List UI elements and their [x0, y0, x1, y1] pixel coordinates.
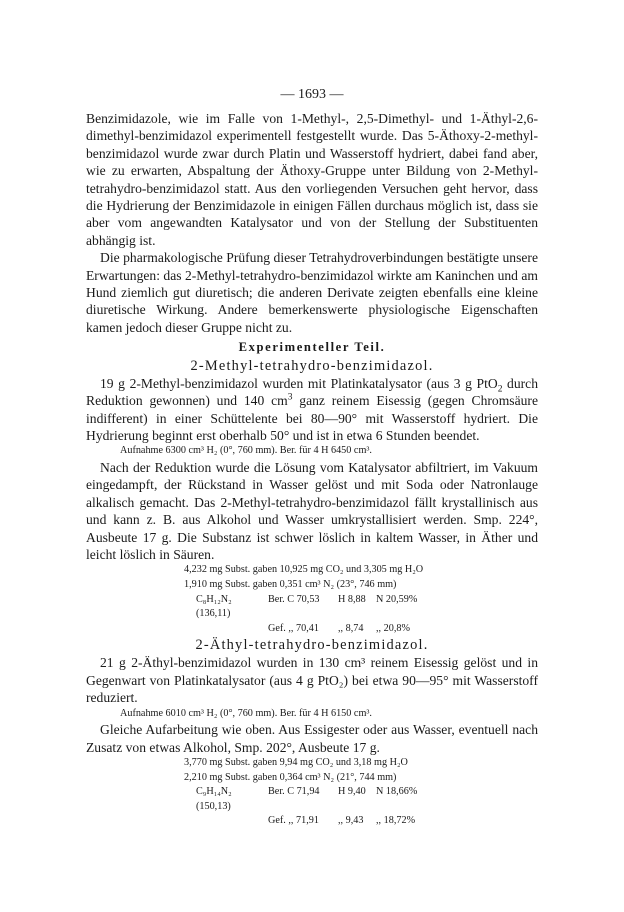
ber-c-2: Ber. C 71,94 — [268, 786, 320, 798]
gef-c-1: Gef. ,, 70,41 — [268, 622, 319, 634]
paragraph-3-part-c: ganz reinem Eisessig (gegen Chromsäure indifferent) in einer Schüttelente bei 80—90° mit Wasserstoff hydriert. Die Hydrierung beginnt erst oberhalb 50° und ist in etwa 6 Stunden beendet. — [86, 393, 538, 443]
paragraph-3-part-a: 19 g 2-Methyl-benzimidazol wurden mit Platinkatalysator (aus 3 g PtO — [100, 375, 498, 391]
section-heading: Experimenteller Teil. — [238, 340, 386, 355]
analysis-2-line-1: 3,770 mg Subst. gaben 9,94 mg CO₂ und 3,18 mg H₂O — [184, 756, 408, 768]
formula-row-1 — [184, 593, 538, 622]
page-number: — 1693 — — [280, 87, 344, 102]
paragraph-3 — [86, 375, 538, 445]
paragraph-1: Benzimidazole, wie im Falle von 1-Methyl-, 2,5-Dimethyl- und 1-Äthyl-2,6-dimethyl-benzimidazol experimentell festgestellt wurde. Das 5-Äthoxy-2-methyl-benzimidazol wurde zwar durch Platin und Wasserstoff hydriert, dabei fand aber, wie zu erwarten, Abspaltung der Äthoxy-Gruppe unter Bildung von 2-Methyl-tetrahydro-benzimidazol statt. Aus den vorliegenden Versuchen geht hervor, dass die Hydrierung der Benzimidazole in einigen Fällen durchaus möglich ist, dass sie aber vom angewandten Katalysator und von der Stellung der Substituenten abhängig ist. — [86, 111, 538, 248]
ber-h-1: H 8,88 — [338, 593, 366, 605]
analysis-2-line-2: 2,210 mg Subst. gaben 0,364 cm³ N₂ (21°, 744 mm) — [184, 771, 397, 783]
paragraph-3-part-b: durch Reduktion gewonnen) und 140 cm — [86, 375, 538, 409]
ber-c-1: Ber. C 70,53 — [268, 593, 320, 605]
gef-h-2: ,, 9,43 — [338, 815, 364, 827]
gef-row-1 — [184, 622, 538, 637]
subheading-aethyl: 2-Äthyl-tetrahydro-benzimidazol. — [195, 637, 429, 654]
formula-row-2 — [184, 785, 538, 814]
document-page — [86, 86, 538, 829]
analysis-2 — [86, 756, 538, 829]
ber-n-1: N 20,59% — [376, 593, 418, 605]
ber-n-2: N 18,66% — [376, 786, 418, 798]
subheading-methyl: 2-Methyl-tetrahydro-benzimidazol. — [190, 357, 434, 374]
paragraph-5: 21 g 2-Äthyl-benzimidazol wurden in 130 cm³ reinem Eisessig gelöst und in Gegenwart von Platinkatalysator (aus 4 g PtO₂) bei etwa 90—95° mit Wasserstoff reduziert. — [86, 655, 538, 706]
ber-h-2: H 9,40 — [338, 786, 366, 798]
paragraph-4: Nach der Reduktion wurde die Lösung vom Katalysator abfiltriert, im Vakuum eingedampft, der Rückstand in Wasser gelöst und mit Soda oder Natronlauge alkalisch gemacht. Das 2-Methyl-tetrahydro-benzimidazol fällt krystallinisch aus und kann z. B. aus Alkohol und Wasser umkrystallisiert werden. Smp. 224°, Ausbeute 17 g. Die Substanz ist schwer löslich in kaltem Wasser, in Äther und leicht löslich in Säuren. — [86, 459, 538, 562]
gef-n-1: ,, 20,8% — [376, 622, 410, 634]
paragraph-3-sup: 3 — [287, 392, 293, 403]
paragraph-2: Die pharmakologische Prüfung dieser Tetrahydroverbindungen bestätigte unsere Erwartungen: das 2-Methyl-tetrahydro-benzimidazol wirkte am Kaninchen und am Hund ziemlich gut diuretisch; die anderen Derivate zeigten ebenfalls eine kleine diuretische Wirkung. Andere bemerkenswerte physiologische Eigenschaften kamen jedoch dieser Gruppe nicht zu. — [86, 250, 538, 335]
gef-row-2 — [184, 814, 538, 829]
analysis-1-line-2: 1,910 mg Subst. gaben 0,351 cm³ N₂ (23°, 746 mm) — [184, 578, 397, 590]
formula-1: C₈H₁₂N₂ (136,11) — [196, 593, 232, 620]
analysis-1-line-1: 4,232 mg Subst. gaben 10,925 mg CO₂ und 3,305 mg H₂O — [184, 564, 424, 576]
aufnahme-1: Aufnahme 6300 cm³ H₂ (0°, 760 mm). Ber. für 4 H 6450 cm³. — [120, 445, 372, 457]
aufnahme-2: Aufnahme 6010 cm³ H₂ (0°, 760 mm). Ber. für 4 H 6150 cm³. — [120, 707, 372, 719]
gef-h-1: ,, 8,74 — [338, 622, 364, 634]
paragraph-3-sub: 2 — [497, 384, 503, 395]
gef-n-2: ,, 18,72% — [376, 815, 416, 827]
gef-c-2: Gef. ,, 71,91 — [268, 815, 319, 827]
analysis-1 — [86, 563, 538, 636]
paragraph-6: Gleiche Aufarbeitung wie oben. Aus Essigester oder aus Wasser, eventuell nach Zusatz von etwas Alkohol, Smp. 202°, Ausbeute 17 g. — [86, 722, 538, 755]
formula-2: C₉H₁₄N₂ (150,13) — [196, 786, 232, 812]
